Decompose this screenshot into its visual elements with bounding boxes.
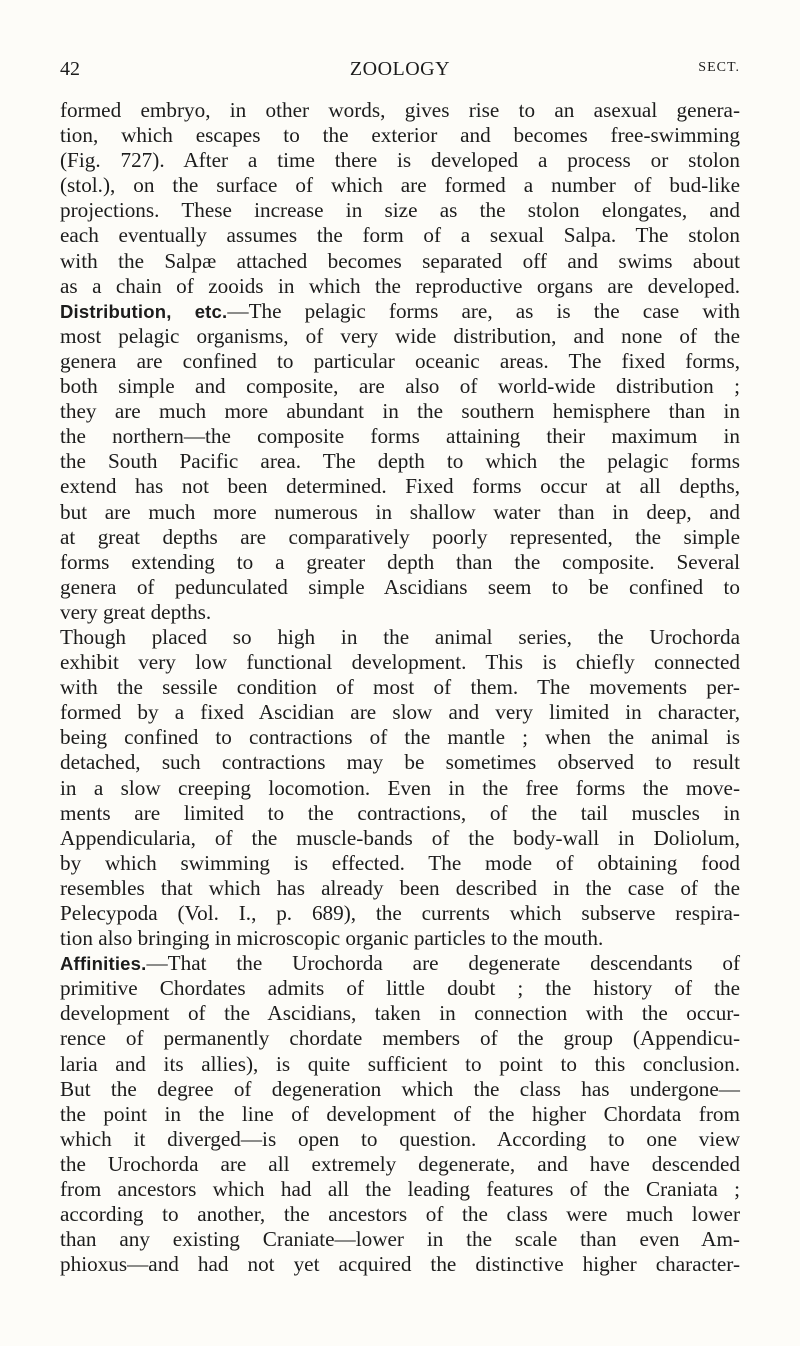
text-line: phioxus—and had not yet acquired the distinctive higher character- — [60, 1252, 740, 1277]
text-line: tion, which escapes to the exterior and becomes free-swimming — [60, 123, 740, 148]
running-title: ZOOLOGY — [349, 58, 451, 80]
text-line: That the Urochorda are degenerate descendants of — [167, 951, 740, 976]
page-number: 42 — [60, 58, 80, 80]
text-line: from ancestors which had all the leading features of the Craniata ; — [60, 1177, 740, 1202]
section-abbreviation: SECT. — [698, 60, 740, 75]
text-line: development of the Ascidians, taken in connection with the occur- — [60, 1001, 740, 1026]
text-line: detached, such contractions may be sometimes observed to result — [60, 750, 740, 775]
text-line: they are much more abundant in the southern hemisphere than in — [60, 399, 740, 424]
text-line: rence of permanently chordate members of the group (Appendicu- — [60, 1026, 740, 1051]
text-line: according to another, the ancestors of the class were much lower — [60, 1202, 740, 1227]
text-line: in a slow creeping locomotion. Even in the free forms the move- — [60, 775, 740, 800]
text-line: with the Salpæ attached becomes separated off and swims about — [60, 248, 740, 273]
text-line: being confined to contractions of the mantle ; when the animal is — [60, 725, 740, 750]
text-line: extend has not been determined. Fixed forms occur at all depths, — [60, 474, 740, 499]
text-line: Pelecypoda (Vol. I., p. 689), the currents which subserve respira- — [60, 901, 740, 925]
text-line: by which swimming is effected. The mode of obtaining food — [60, 850, 740, 875]
text-line: with the sessile condition of most of them. The movements per- — [60, 675, 740, 700]
text-line: Though placed so high in the animal series, the Urochorda — [60, 624, 740, 649]
text-line: the point in the line of development of the higher Chordata from — [60, 1101, 740, 1126]
text-line: tion also bringing in microscopic organic particles to the mouth. — [60, 926, 604, 951]
text-line: genera of pedunculated simple Ascidians seem to be confined to — [60, 574, 740, 599]
text-line: formed by a fixed Ascidian are slow and very limited in character, — [60, 700, 740, 725]
text-line: each eventually assumes the form of a sexual Salpa. The stolon — [60, 223, 740, 248]
text-line: (Fig. 727). After a time there is developed a process or stolon — [60, 148, 740, 173]
text-line: primitive Chordates admits of little doubt ; the history of the — [60, 976, 740, 1001]
text-line: most pelagic organisms, of very wide distribution, and none of the — [60, 323, 740, 348]
text-line: than any existing Craniate—lower in the scale than even Am- — [60, 1227, 740, 1252]
affinities-heading-line: Affinities.—That the Urochorda are degenerate descendants of — [60, 951, 740, 976]
text-line: exhibit very low functional development. This is chiefly connected — [60, 650, 740, 675]
text-line: But the degree of degeneration which the class has undergone— — [60, 1076, 740, 1101]
text-line: forms extending to a greater depth than the composite. Several — [60, 549, 740, 574]
text-line: the Urochorda are all extremely degenerate, and have descended — [60, 1151, 740, 1176]
text-line: the South Pacific area. The depth to which the pelagic forms — [60, 449, 740, 474]
text-line: but are much more numerous in shallow water than in deep, and — [60, 499, 740, 524]
page-header — [60, 50, 740, 90]
distribution-heading: Distribution, etc. — [60, 300, 228, 322]
body-text — [60, 98, 740, 1277]
text-line: very great depths. — [60, 599, 212, 624]
text-line: genera are confined to particular oceanic areas. The fixed forms, — [60, 348, 740, 373]
text-line: formed embryo, in other words, gives rise to an asexual genera- — [60, 98, 740, 122]
distribution-heading-line: Distribution, etc.—The pelagic forms are, as is the case with — [60, 298, 740, 323]
text-line: Appendicularia, of the muscle-bands of the body-wall in Doliolum, — [60, 825, 740, 850]
text-line: The pelagic forms are, as is the case with — [248, 298, 740, 323]
text-line: both simple and composite, are also of world-wide distribution ; — [60, 374, 740, 399]
text-line: at great depths are comparatively poorly represented, the simple — [60, 524, 740, 549]
text-line: which it diverged—is open to question. According to one view — [60, 1126, 740, 1151]
text-line: ments are limited to the contractions, of the tail muscles in — [60, 800, 740, 825]
text-line: (stol.), on the surface of which are formed a number of bud-like — [60, 173, 740, 198]
text-line: resembles that which has already been described in the case of the — [60, 875, 740, 900]
text-line: the northern—the composite forms attaining their maximum in — [60, 424, 740, 449]
affinities-heading: Affinities. — [60, 953, 147, 975]
text-line: laria and its allies), is quite sufficient to point to this conclusion. — [60, 1051, 740, 1076]
text-line: projections. These increase in size as the stolon elongates, and — [60, 198, 740, 223]
text-line: as a chain of zooids in which the reproductive organs are developed. — [60, 273, 740, 298]
